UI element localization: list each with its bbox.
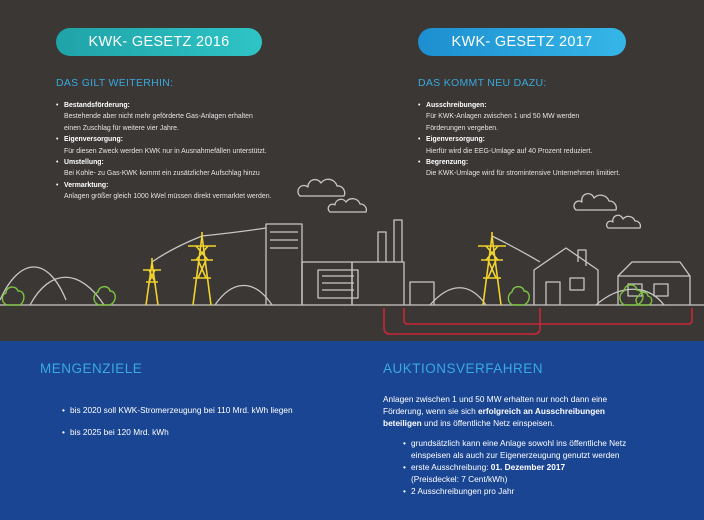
section-heading-2016: DAS GILT WEITERHIN: bbox=[56, 77, 174, 89]
factory-icon bbox=[266, 224, 302, 305]
house-icon bbox=[534, 248, 598, 305]
auktion-list bbox=[403, 437, 626, 497]
pylon-icon bbox=[478, 232, 506, 305]
list-item: • Begrenzung: Die KWK-Umlage wird für stromintensive Unternehmen limitiert. bbox=[418, 157, 620, 180]
list-item: • Vermarktung: Anlagen größer gleich 1000 kWel müssen direkt vermarktet werden. bbox=[56, 180, 271, 203]
pylon-icon bbox=[143, 258, 161, 305]
mengenziele-title: MENGENZIELE bbox=[40, 361, 143, 376]
list-2017 bbox=[418, 100, 620, 180]
list-item: • Umstellung: Bei Kohle- zu Gas-KWK kommt ein zusätzlicher Aufschlag hinzu bbox=[56, 157, 271, 180]
title-2017: KWK- GESETZ 2017 bbox=[418, 28, 626, 56]
list-2016 bbox=[56, 100, 271, 203]
list-item: • Eigenversorgung: Für diesen Zweck werden KWK nur in Ausnahmefällen unterstützt. bbox=[56, 134, 271, 157]
bottom-panel bbox=[0, 341, 704, 520]
cloud-icon bbox=[328, 199, 366, 212]
title-2016: KWK- GESETZ 2016 bbox=[56, 28, 262, 56]
list-item: • Ausschreibungen: Für KWK-Anlagen zwischen 1 und 50 MW werden Förderungen vergeben. bbox=[418, 100, 620, 134]
list-item: • bis 2025 bei 120 Mrd. kWh bbox=[62, 426, 293, 438]
pylon-icon bbox=[188, 232, 216, 305]
cloud-icon bbox=[607, 215, 641, 228]
cable-line bbox=[384, 308, 540, 334]
section-heading-2017: DAS KOMMT NEU DAZU: bbox=[418, 77, 547, 89]
auktion-intro: Anlagen zwischen 1 und 50 MW erhalten nur noch dann eine Förderung, wenn sie sich erfolgreich an Ausschreibungen beteiligen und ins öffentliche Netz einspeisen. bbox=[383, 394, 608, 428]
cloud-icon bbox=[574, 194, 616, 210]
list-item: • Eigenversorgung: Hierfür wird die EEG-Umlage auf 40 Prozent reduziert. bbox=[418, 134, 620, 157]
list-item: • erste Ausschreibung: 01. Dezember 2017 (Preisdeckel: 7 Cent/kWh) bbox=[403, 461, 626, 485]
mengenziele-list bbox=[62, 404, 293, 438]
tree-icon bbox=[636, 292, 652, 305]
cable-line bbox=[404, 308, 692, 324]
list-item: • grundsätzlich kann eine Anlage sowohl ins öffentliche Netz einspeisen als auch zur Eigenerzeugung genutzt werden bbox=[403, 437, 626, 461]
list-item: • 2 Ausschreibungen pro Jahr bbox=[403, 485, 626, 497]
list-item: • bis 2020 soll KWK-Stromerzeugung bei 110 Mrd. kWh liegen bbox=[62, 404, 293, 416]
tree-icon bbox=[508, 287, 529, 305]
list-item: • Bestandsförderung: Bestehende aber nicht mehr geförderte Gas-Anlagen erhalten einen Zuschlag für weitere vier Jahre. bbox=[56, 100, 271, 134]
auktion-title: AUKTIONSVERFAHREN bbox=[383, 361, 544, 376]
cloud-icon bbox=[298, 179, 345, 196]
